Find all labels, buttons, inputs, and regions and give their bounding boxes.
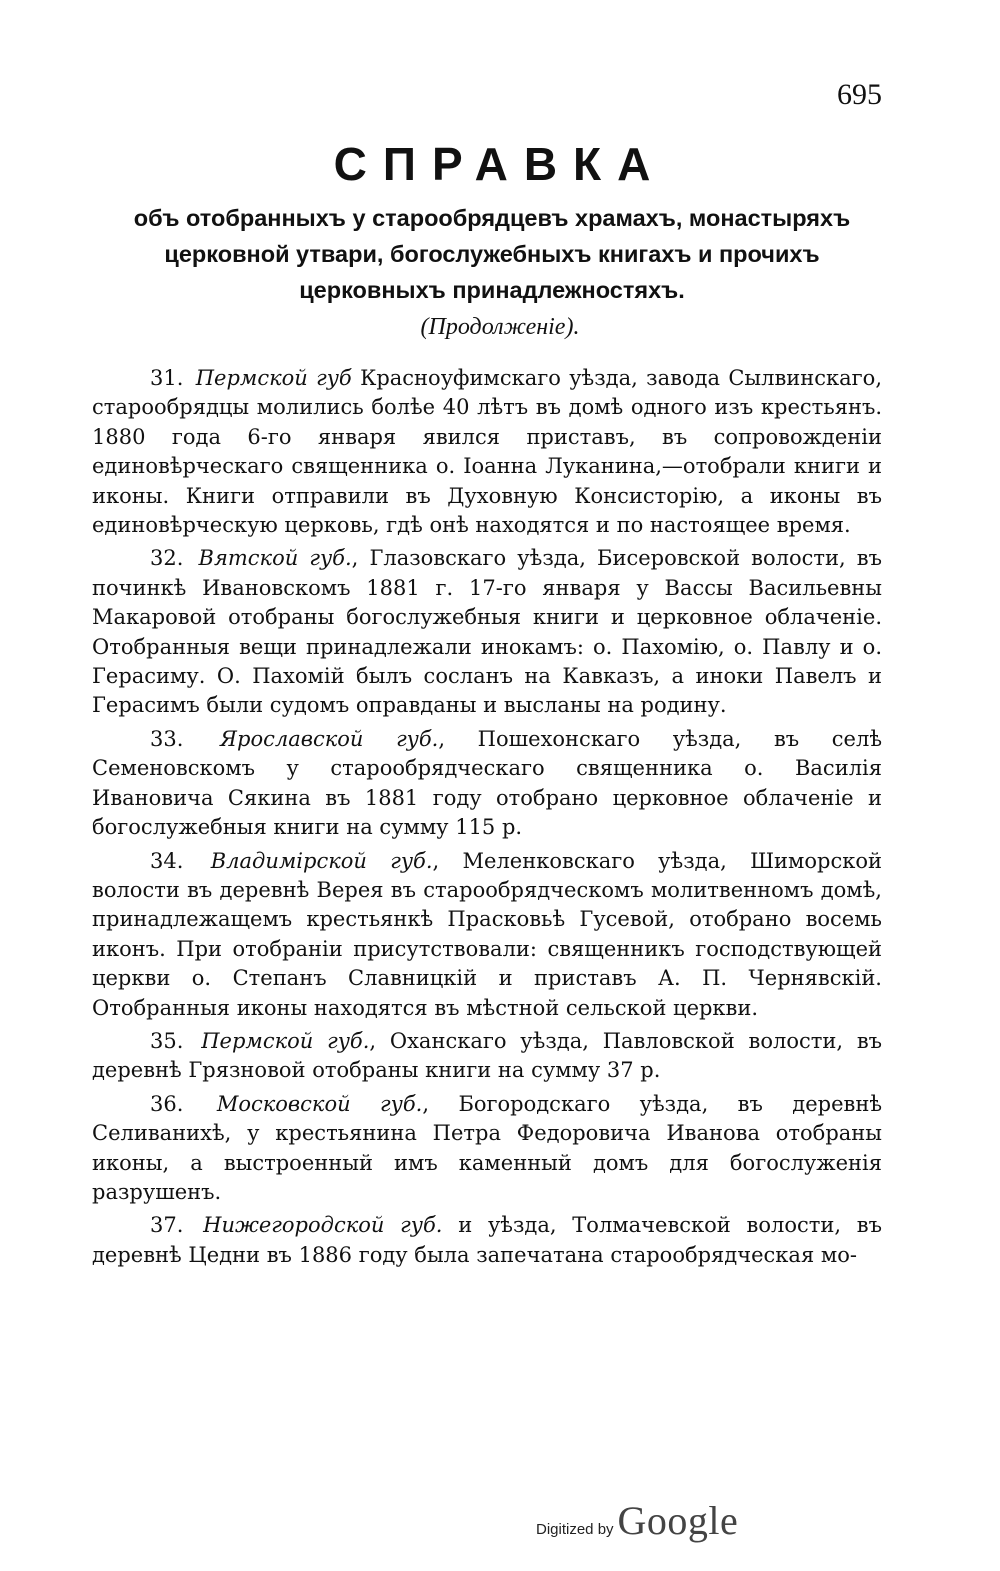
entry-34 xyxy=(92,847,882,1023)
entry-number: 31. xyxy=(150,366,184,390)
entry-number: 36. xyxy=(150,1091,184,1116)
entry-region: Ярославской губ. xyxy=(220,726,439,751)
entry-text: , Пошехонскаго уѣзда, въ селѣ Семеновскомъ у старообрядческаго священника о. Василія Ивановича Сякина въ 1881 году отобрано церковное облаченіе и богослужебныя книги на сумму 115 р. xyxy=(92,726,882,840)
document-body xyxy=(92,364,882,1274)
entry-text: , Меленковскаго уѣзда, Шиморской волости въ деревнѣ Верея въ старообрядческомъ молитвенномъ домѣ, принадлежащемъ крестьянкѣ Прасковьѣ Гусевой, отобрано восемь иконъ. При отобраніи присутствовали: священникъ господствующей церкви о. Степанъ Славницкій и приставъ А. П. Чернявскій. Отобранныя иконы находятся въ мѣстной сельской церкви. xyxy=(92,848,883,1020)
continued-note: (Продолженіе). xyxy=(420,314,580,340)
entry-text: , Богородскаго уѣзда, въ деревнѣ Селиванихѣ, у крестьянина Петра Федоровича Иванова отобраны иконы, а выстроенный имъ каменный домъ для богослуженія разрушенъ. xyxy=(92,1091,882,1204)
entry-36 xyxy=(92,1090,882,1208)
entry-number: 32. xyxy=(150,546,184,571)
entry-region: Пермской губ xyxy=(195,366,352,390)
entry-number: 34. xyxy=(150,848,184,873)
entry-32 xyxy=(92,544,882,720)
entry-37 xyxy=(92,1211,882,1270)
page-number: 695 xyxy=(837,78,882,111)
google-wordmark: Google xyxy=(617,1498,739,1543)
entry-number: 33. xyxy=(150,726,184,751)
entry-region: Нижегородской губ. xyxy=(203,1213,443,1238)
entry-31 xyxy=(92,364,882,540)
entry-text: , Оханскаго уѣзда, Павловской волости, въ деревнѣ Грязновой отобраны книги на сумму 37 р. xyxy=(92,1028,882,1083)
entry-region: Вятской губ. xyxy=(198,546,352,571)
entry-number: 37. xyxy=(150,1213,184,1238)
entry-text: , Глазовскаго уѣзда, Бисеровской волости, въ починкѣ Ивановскомъ 1881 г. 17-го января у Вассы Васильевны Макаровой отобраны богослужебныя книги и церковное облаченіе. Отобранныя вещи принадлежали инокамъ: о. Пахомію, о. Павлу и о. Герасиму. О. Пахомій былъ сосланъ на Кавказъ, а иноки Павелъ и Герасимъ были судомъ оправданы и высланы на родину. xyxy=(92,546,882,718)
digitized-label: Digitized by xyxy=(536,1521,614,1538)
document-title: СПРАВКА xyxy=(333,138,667,190)
entry-region: Московской губ. xyxy=(216,1091,423,1116)
entry-region: Владимірской губ. xyxy=(210,848,433,873)
digitized-by-google-mark xyxy=(536,1497,738,1547)
entry-text: и уѣзда, Толмачевской волости, въ деревнѣ Цедни въ 1886 году была запечатана старообрядческая мо- xyxy=(92,1213,882,1267)
document-subtitle: объ отобранныхъ у старообрядцевъ храмахъ, монастыряхъ церковной утвари, богослужебныхъ книгахъ и прочихъ церковныхъ принадлежностяхъ. xyxy=(133,205,851,303)
entry-number: 35. xyxy=(150,1028,184,1053)
entry-text: Красноуфимскаго уѣзда, завода Сылвинскаго, старообрядцы молились болѣе 40 лѣтъ въ домѣ одного изъ крестьянъ. 1880 года 6-го января явился приставъ, въ сопровожденіи единовѣрческаго священника о. Іоанна Луканина,—отобрали книги и иконы. Книги отправили въ Духовную Консисторію, а иконы въ единовѣрческую церковь, гдѣ онѣ находятся и по настоящее время. xyxy=(92,366,882,538)
entry-33 xyxy=(92,725,882,843)
entry-region: Пермской губ. xyxy=(201,1028,370,1053)
entry-35 xyxy=(92,1027,882,1086)
